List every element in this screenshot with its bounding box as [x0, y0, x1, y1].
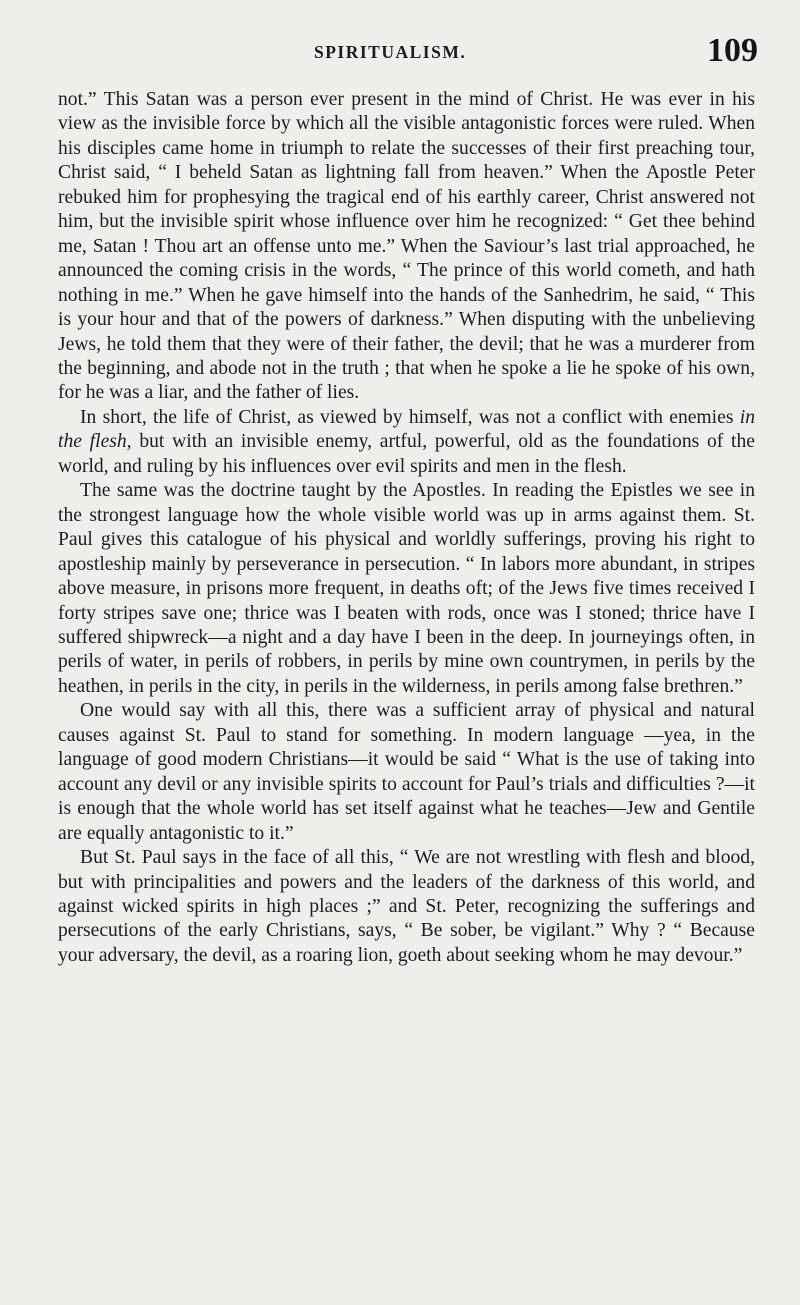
paragraph-5: [58, 846, 755, 968]
paragraph-2: [58, 406, 755, 479]
paragraph-text: But St. Paul says in the face of all this, “ We are not wrestling with flesh and blood, but with principalities and powers and the leaders of the darkness of this world, and against wicked spirits in high places ;” and St. Peter, recognizing the sufferings and persecutions of the early Christians, says, “ Be sober, be vigilant.” Why ? “ Because your adversary, the devil, as a roaring lion, goeth about seeking whom he may devour.”: [58, 847, 755, 966]
paragraph-text: not.” This Satan was a person ever present in the mind of Christ. He was ever in his view as the invisible force by which all the visible antagonistic forces were ruled. When his disciples came home in triumph to relate the successes of their first preaching tour, Christ said, “ I beheld Satan as lightning fall from heaven.” When the Apostle Peter rebuked him for prophesying the tragical end of his earthly career, Christ answered not him, but the invisible spirit whose influence over him he recognized: “ Get thee behind me, Satan ! Thou art an offense unto me.” When the Saviour’s last trial approached, he announced the coming crisis in the words, “ The prince of this world cometh, and hath nothing in me.” When he gave himself into the hands of the Sanhedrim, he said, “ This is your hour and that of the powers of darkness.” When disputing with the unbelieving Jews, he told them that they were of their father, the devil; that he was a murderer from the beginning, and abode not in the truth ; that when he spoke a lie he spoke of his own, for he was a liar, and the father of lies.: [58, 89, 755, 404]
paragraph-text: The same was the doctrine taught by the Apostles. In reading the Epistles we see in the strongest language how the whole visible world was up in arms against them. St. Paul gives this catalogue of his physical and worldly sufferings, proving his right to apostleship mainly by perseverance in persecution. “ In labors more abundant, in stripes above measure, in prisons more frequent, in deaths oft; of the Jews five times received I forty stripes save one; thrice was I beaten with rods, once was I stoned; thrice have I suffered shipwreck—a night and a day have I been in the deep. In journeyings often, in perils of water, in perils of robbers, in perils by mine own countrymen, in perils by the heathen, in perils in the city, in perils in the wilderness, in perils among false brethren.”: [58, 480, 755, 697]
paragraph-3: [58, 479, 755, 699]
paragraph-1: [58, 88, 755, 406]
italic-phrase: in the flesh,: [58, 406, 755, 453]
paragraph-4: [58, 699, 755, 846]
paragraph-text: One would say with all this, there was a sufficient array of physical and natural causes against St. Paul to stand for something. In modern language —yea, in the language of good modern Christians—it would be said “ What is the use of taking into account any devil or any invisible spirits to account for Paul’s trials and difficulties ?—it is enough that the whole world has set itself against what he teaches—Jew and Gentile are equally antagonistic to it.”: [58, 700, 755, 844]
running-head: [58, 32, 758, 80]
running-title: SPIRITUALISM.: [314, 42, 467, 62]
paragraph-text: In short, the life of Christ, as viewed by himself, was not a conflict with enemies: [80, 406, 740, 428]
page-number: 109: [707, 32, 758, 69]
body-text: [58, 88, 755, 968]
paragraph-text: but with an invisible enemy, artful, powerful, old as the foundations of the world, and ruling by his influences over evil spirits and men in the flesh.: [58, 431, 755, 477]
